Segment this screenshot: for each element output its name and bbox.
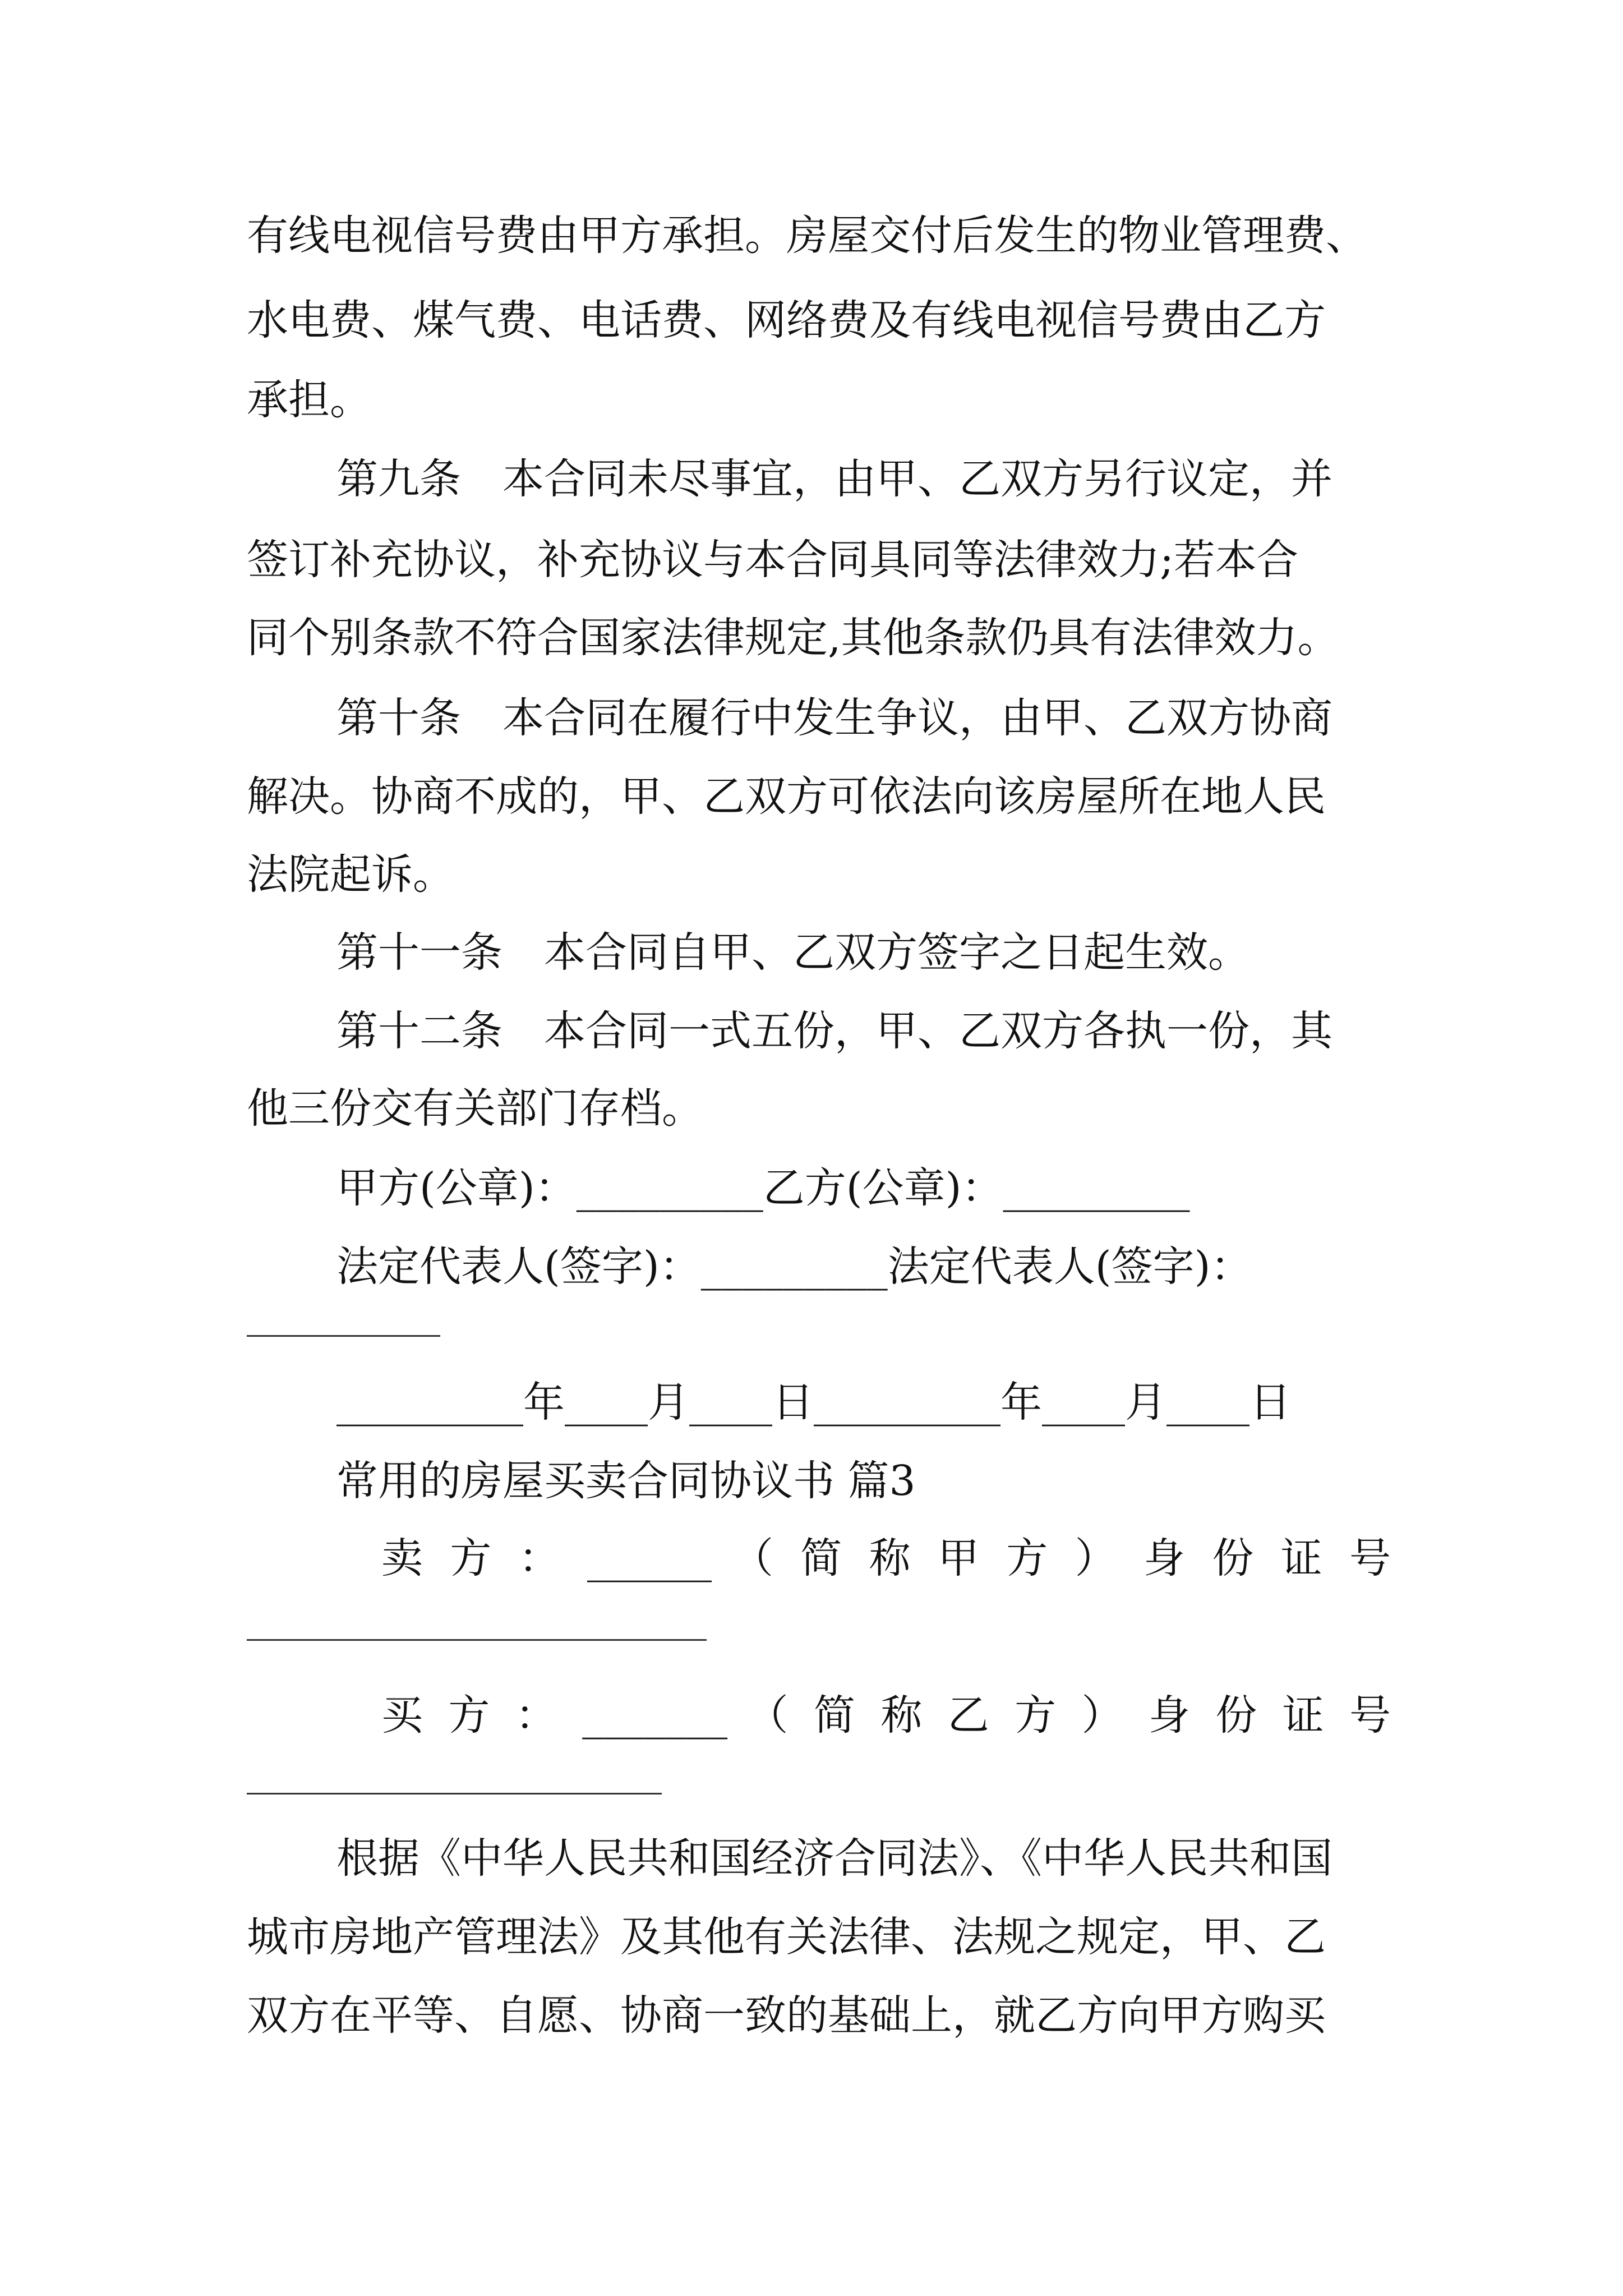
paragraph-line: 城市房地产管理法》及其他有关法律、法规之规定，甲、乙: [247, 1913, 1326, 1961]
seller-line: 卖 方 ： ______ （ 简 称 甲 方 ） 身 份 证 号: [381, 1534, 1391, 1582]
paragraph-line: 双方在平等、自愿、协商一致的基础上，就乙方向甲方购买: [247, 1991, 1326, 2040]
seller-id-blank-rule: [247, 1639, 707, 1641]
paragraph-line: 水电费、煤气费、电话费、网络费及有线电视信号费由乙方: [247, 296, 1326, 344]
section-heading: 常用的房屋买卖合同协议书 篇3: [336, 1457, 916, 1505]
paragraph-line: 他三份交有关部门存档。: [247, 1084, 703, 1133]
signature-blank-rule: [247, 1335, 440, 1337]
paragraph-line: 同个别条款不符合国家法律规定,其他条款仍具有法律效力。: [247, 614, 1339, 662]
paragraph-line: 签订补充协议，补充协议与本合同具同等法律效力;若本合: [247, 536, 1298, 584]
article-10-line: 第十条 本合同在履行中发生争议，由甲、乙双方协商: [336, 694, 1332, 742]
paragraph-line: 解决。协商不成的，甲、乙双方可依法向该房屋所在地人民: [247, 772, 1326, 821]
article-9-line: 第九条 本合同未尽事宜，由甲、乙双方另行议定，并: [336, 455, 1332, 503]
article-12-line: 第十二条 本合同一式五份，甲、乙双方各执一份，其: [336, 1007, 1332, 1055]
signature-date-line: _________年____月____日_________年____月____日: [336, 1378, 1291, 1427]
signature-representative-line: 法定代表人(签字)：_________法定代表人(签字)：: [336, 1243, 1252, 1291]
preamble-line: 根据《中华人民共和国经济合同法》、《中华人民共和国: [336, 1834, 1332, 1883]
paragraph-line: 承担。: [247, 376, 371, 424]
paragraph-line: 法院起诉。: [247, 850, 454, 899]
article-11-line: 第十一条 本合同自甲、乙双方签字之日起生效。: [336, 928, 1249, 977]
signature-seal-line: 甲方(公章)：_________乙方(公章)：_________: [336, 1164, 1190, 1212]
paragraph-line: 有线电视信号费由甲方承担。房屋交付后发生的物业管理费、: [247, 211, 1367, 260]
buyer-id-blank-rule: [247, 1793, 662, 1795]
buyer-line: 买 方 ： _______ （ 简 称 乙 方 ） 身 份 证 号: [381, 1691, 1391, 1740]
